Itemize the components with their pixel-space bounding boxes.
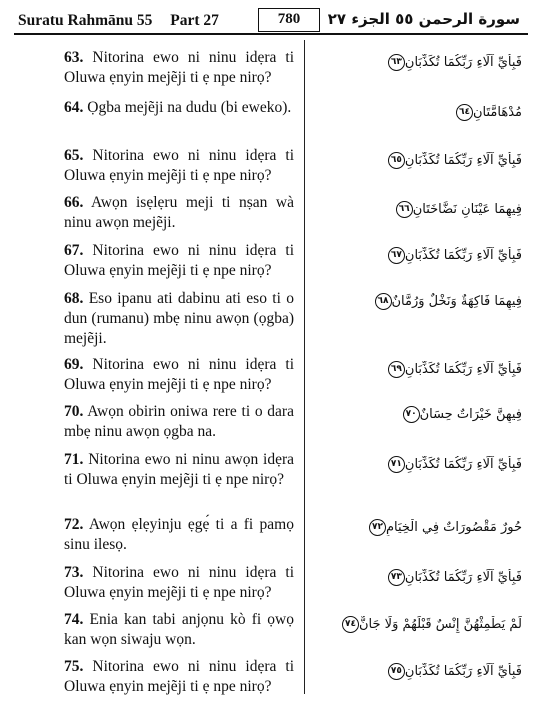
verse-number: 70. [64,403,84,420]
ayah-number-icon: ٦٩ [388,361,405,378]
arabic-verse [322,663,522,680]
part-label: Part 27 [170,12,219,29]
verse-translation [64,146,294,186]
arabic-text: فَبِأَيِّ آلَاءِ رَبِّكُمَا تُكَذِّبَانِ [404,457,522,472]
verse-text: Awọn obirin oniwa rere ti o dara mbẹ ninu awọn ọgba na. [64,403,294,440]
verse-translation [64,241,294,281]
verse-number: 72. [64,516,84,533]
verse-text: Enia kan tabi anjọnu kò fi ọwọ kan wọn siwaju wọn. [64,611,295,648]
page-number: 780 [258,8,320,32]
arabic-verse [322,247,522,264]
verse-text: Nitorina ewo ni ninu idẹra ti Oluwa ẹnyin mejẽji ti ẹ npe nirọ? [64,356,295,393]
ayah-number-icon: ٧٤ [342,616,359,633]
verse-translation [64,48,294,88]
arabic-text: فَبِأَيِّ آلَاءِ رَبِّكُمَا تُكَذِّبَانِ [404,664,522,679]
verse-number: 69. [64,356,84,373]
ayah-number-icon: ٦٤ [456,104,473,121]
ayah-number-icon: ٧٢ [369,519,386,536]
verse-translation [64,610,294,650]
arabic-text: فَبِأَيِّ آلَاءِ رَبِّكُمَا تُكَذِّبَانِ [404,248,522,263]
verse-translation [64,563,294,603]
verse-number: 67. [64,242,84,259]
arabic-text: فَبِأَيِّ آلَاءِ رَبِّكُمَا تُكَذِّبَانِ [404,55,522,70]
ayah-number-icon: ٧٠ [403,406,420,423]
ayah-number-icon: ٦٦ [396,201,413,218]
verse-number: 75. [64,658,84,675]
arabic-header: سورة الرحمن ٥٥ الجزء ٢٧ [327,10,520,28]
arabic-verse [322,456,522,473]
verse-translation [64,450,294,490]
verse-number: 68. [64,290,84,307]
arabic-text: حُورٌ مَقْصُورَاتٌ فِي الْخِيَامِ [385,520,522,535]
verse-number: 65. [64,147,84,164]
arabic-verse [322,569,522,586]
verse-text: Nitorina ewo ni ninu idẹra ti Oluwa ẹnyin mejẽji ti ẹ npe nirọ? [64,49,295,86]
verse-number: 63. [64,49,84,66]
arabic-verse [322,201,522,218]
verse-translation [64,98,294,118]
verse-translation [64,657,294,697]
verse-text: Ọgba mejẽji na dudu (bi eweko). [87,99,292,116]
arabic-verse [322,361,522,378]
arabic-text: لَمْ يَطْمِثْهُنَّ إِنْسٌ قَبْلَهُمْ وَلَا جَانٌّ [358,617,522,632]
ayah-number-icon: ٦٨ [375,293,392,310]
verse-text: Awọn isẹlẹru meji ti nṣan wà ninu awọn mejẽji. [64,194,294,231]
ayah-number-icon: ٧١ [388,456,405,473]
arabic-verse [322,293,522,310]
arabic-text: فَبِأَيِّ آلَاءِ رَبِّكُمَا تُكَذِّبَانِ [404,153,522,168]
verse-translation [64,289,294,349]
verse-translation [64,402,294,442]
arabic-verse [322,54,522,71]
ayah-number-icon: ٧٥ [388,663,405,680]
verse-number: 74. [64,611,84,628]
arabic-text: فَبِأَيِّ آلَاءِ رَبِّكُمَا تُكَذِّبَانِ [404,570,522,585]
verse-number: 64. [64,99,84,116]
surah-title: Suratu Rahmānu 55 [18,12,153,29]
verse-text: Eso ipanu ati dabinu ati eso ti o dun (rumanu) mbẹ ninu awọn (ọgba) mejẽji. [64,290,294,347]
arabic-text: فِيهِنَّ خَيْرَاتٌ حِسَانٌ [419,407,522,422]
arabic-verse [322,152,522,169]
ayah-number-icon: ٧٣ [388,569,405,586]
verse-text: Nitorina ewo ni ninu idẹra ti Oluwa ẹnyin mejẽji ti ẹ npe nirọ? [64,147,295,184]
verse-text: Nitorina ewo ni ninu idẹra ti Oluwa ẹnyin mejẽji ti ẹ npe nirọ? [64,658,295,695]
arabic-verse [322,519,522,536]
ayah-number-icon: ٦٧ [388,247,405,264]
verse-text: Nitorina ewo ni ninu awọn idẹra ti Oluwa ẹnyin mejẽji ti ẹ npe nirọ? [64,451,295,488]
arabic-verse [322,406,522,423]
verse-number: 73. [64,564,84,581]
arabic-verse [322,616,522,633]
verse-number: 66. [64,194,84,211]
ayah-number-icon: ٦٥ [388,152,405,169]
verse-text: Nitorina ewo ni ninu idẹra ti Oluwa ẹnyin mejẽji ti ẹ npe nirọ? [64,564,295,601]
verse-number: 71. [64,451,84,468]
arabic-text: مُدْهَامَّتَانِ [473,105,522,120]
verse-text: Awọn ẹlẹyinju ẹgẹ́ ti a fi pamọ sinu ilesọ. [64,516,294,553]
arabic-text: فِيهِمَا فَاكِهَةٌ وَنَخْلٌ وَرُمَّانٌ [391,294,522,309]
ayah-number-icon: ٦٣ [388,54,405,71]
verse-translation [64,515,294,555]
verse-translation [64,355,294,395]
verse-translation [64,193,294,233]
verse-text: Nitorina ewo ni ninu idẹra ti Oluwa ẹnyin mejẽji ti ẹ npe nirọ? [64,242,295,279]
arabic-text: فَبِأَيِّ آلَاءِ رَبِّكُمَا تُكَذِّبَانِ [404,362,522,377]
arabic-verse [322,104,522,121]
arabic-text: فِيهِمَا عَيْنَانِ نَضَّاخَتَانِ [412,202,522,217]
